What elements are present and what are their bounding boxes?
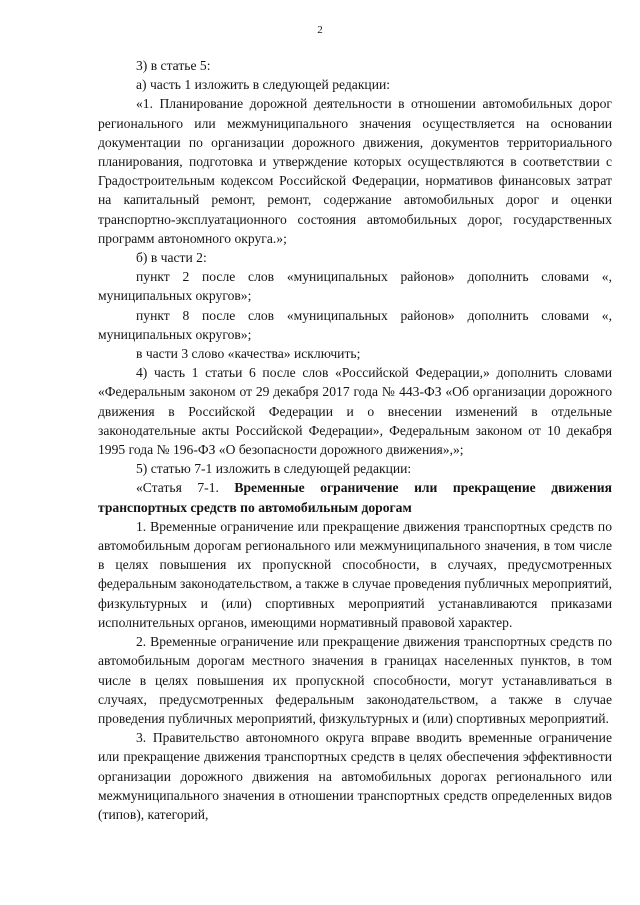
article-prefix: «Статья 7-1. [136, 480, 235, 496]
paragraph-point-8: пункт 8 после слов «муниципальных районов» дополнить словами «, муниципальных округов»; [98, 307, 612, 342]
article-paragraph-1: 1. Временные ограничение или прекращение движения транспортных средств по автомобильным дорогам регионального или межмуниципального значения, в том числе в целях повышения их пропускной способности, в случаях, предусмотренных федеральным законодательством, а также в случае проведения публичных мероприятий, физкультурных и (или) спортивных мероприятий устанавливаются приказами исполнительных органов, имеющими нормативный правовой характер. [98, 518, 612, 630]
paragraph-subitem-v: в части 3 слово «качества» исключить; [136, 346, 361, 362]
page-number: 2 [317, 24, 323, 36]
paragraph-point-2: пункт 2 после слов «муниципальных районов» дополнить словами «, муниципальных округов»; [98, 269, 612, 304]
paragraph-item-3: 3) в статье 5: [136, 58, 211, 73]
article-title: Временные ограничение или прекращение движения транспортных средств по автомобильным дорогам [98, 480, 612, 515]
article-paragraph-3: 3. Правительство автономного округа вправе вводить временные ограничение или прекращение движения транспортных средств в целях обеспечения эффективности организации дорожного движения на автомобильных дорогах регионального или межмуниципального значения в отношении транспортных средств определенных видов (типов), категорий, [98, 730, 612, 822]
paragraph-subitem-a: а) часть 1 изложить в следующей редакции: [136, 77, 391, 93]
document-body [98, 56, 612, 824]
paragraph-item-4: 4) часть 1 статьи 6 после слов «Российской Федерации,» дополнить словами «Федеральным законом от 29 декабря 2017 года № 443-ФЗ «Об организации дорожного движения в Российской Федерации и о внесении изменений в отдельные законодательные акты Российской Федерации», Федеральным законом от 10 декабря 1995 года № 196-ФЗ «О безопасности дорожного движения»,»; [98, 365, 612, 458]
paragraph-quoted-part-1: «1. Планирование дорожной деятельности в отношении автомобильных дорог регионального или межмуниципального значения осуществляется на основании документации по организации дорожного движения, документов территориального планирования, подготовка и утверждение которых осуществляются в соответствии с Градостроительным кодексом Российской Федерации, нормативов финансовых затрат на капитальный ремонт, ремонт, содержание автомобильных дорог и оценки транспортно-эксплуатационного состояния автомобильных дорог, государственных программ автономного округа.»; [98, 96, 612, 246]
article-heading [98, 478, 612, 516]
paragraph-subitem-b: б) в части 2: [136, 250, 207, 266]
article-paragraph-2: 2. Временные ограничение или прекращение движения транспортных средств по автомобильным дорогам местного значения в границах населенных пунктов, в том числе в целях повышения их пропускной способности, могут устанавливаться в случаях, предусмотренных федеральным законодательством, а также в случае проведения публичных мероприятий, физкультурных и (или) спортивных мероприятий. [98, 634, 612, 726]
paragraph-item-5: 5) статью 7-1 изложить в следующей редакции: [136, 461, 412, 477]
